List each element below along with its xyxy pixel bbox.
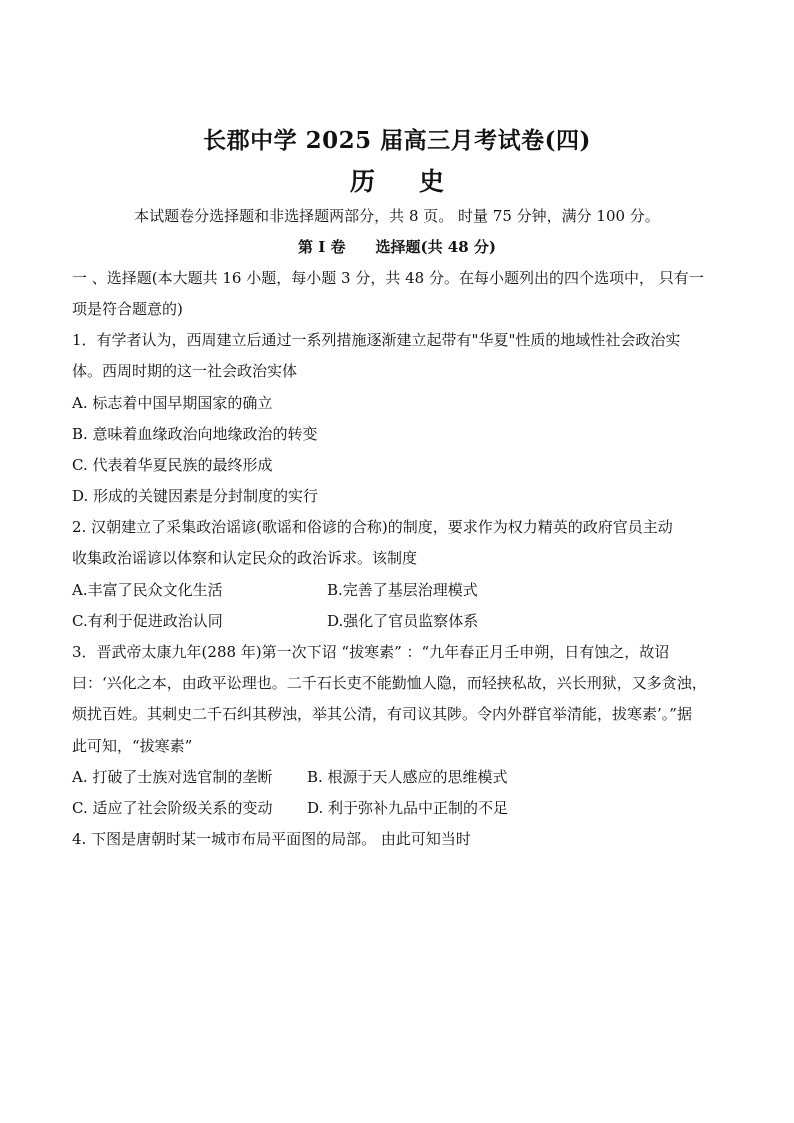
q3-stem-line-4: 此可知，“拔寒素” [72, 737, 193, 755]
q2-option-c: C.有利于促进政治认同 [72, 612, 223, 630]
q1-stem-line-2: 体。西周时期的这一社会政治实体 [72, 362, 298, 380]
subject-char-2: 史 [419, 167, 445, 196]
q3-stem-line-3: 烦扰百姓。其刺史二千石纠其秽浊，举其公清，有司议其陟。令内外群官举清能，拔寒素’。”据 [72, 705, 692, 723]
q2-option-b: B.完善了基层治理模式 [327, 581, 478, 599]
q3-option-d: D. 利于弥补九品中正制的不足 [307, 799, 509, 817]
q3-stem-line-2: 曰：‘兴化之本，由政平讼理也。二千石长吏不能勤恤人隐，而轻挟私故，兴长刑狱，又多贪浊， [72, 674, 707, 692]
q2-stem-line-1: 2. 汉朝建立了采集政治谣谚(歌谣和俗谚的合称)的制度，要求作为权力精英的政府官员主动 [72, 518, 673, 536]
q1-option-c: C. 代表着华夏民族的最终形成 [72, 456, 273, 474]
q3-option-c: C. 适应了社会阶级关系的变动 [72, 799, 273, 817]
q4-stem-line-1: 4. 下图是唐朝时某一城市布局平面图的局部。 由此可知当时 [72, 830, 471, 848]
q2-option-a: A.丰富了民众文化生活 [72, 581, 223, 599]
q1-option-b: B. 意味着血缘政治向地缘政治的转变 [72, 425, 318, 443]
q3-options-row-1 [72, 767, 722, 787]
q3-options-row-2 [72, 798, 722, 818]
q3-option-a: A. 打破了士族对选官制的垄断 [72, 768, 273, 786]
section-intro-line-1: 一 、选择题(本大题共 16 小题，每小题 3 分，共 48 分。在每小题列出的四个选项中， 只有一 [72, 269, 704, 287]
q2-options-row-1 [72, 580, 722, 600]
section-name: 选择题(共 48 分) [375, 238, 496, 256]
section-intro-line-2: 项是符合题意的) [72, 300, 183, 318]
q1-stem-line-1: 1．有学者认为，西周建立后通过一系列措施逐渐建立起带有"华夏"性质的地域性社会政治实 [72, 331, 681, 349]
q2-options-row-2 [72, 611, 722, 631]
q1-option-a: A. 标志着中国早期国家的确立 [72, 394, 273, 412]
subject-char-1: 历 [349, 167, 375, 196]
exam-instructions: 本试题卷分选择题和非选择题两部分，共 8 页。 时量 75 分钟，满分 100 分。 [134, 207, 660, 225]
exam-title: 长郡中学 2025 届高三月考试卷(四) [203, 127, 591, 154]
subject-title [0, 162, 794, 198]
q3-option-b: B. 根源于天人感应的思维模式 [307, 768, 508, 786]
q3-stem-line-1: 3．晋武帝太康九年(288 年)第一次下诏 “拔寒素” ：“九年春正月壬申朔，日有蚀之，故诏 [72, 643, 670, 661]
q2-option-d: D.强化了官员监察体系 [327, 612, 479, 630]
q2-stem-line-2: 收集政治谣谚以体察和认定民众的政治诉求。该制度 [72, 549, 418, 567]
section-heading [0, 237, 794, 257]
section-volume: 第 I 卷 [298, 238, 346, 256]
q1-option-d: D. 形成的关键因素是分封制度的实行 [72, 487, 319, 505]
